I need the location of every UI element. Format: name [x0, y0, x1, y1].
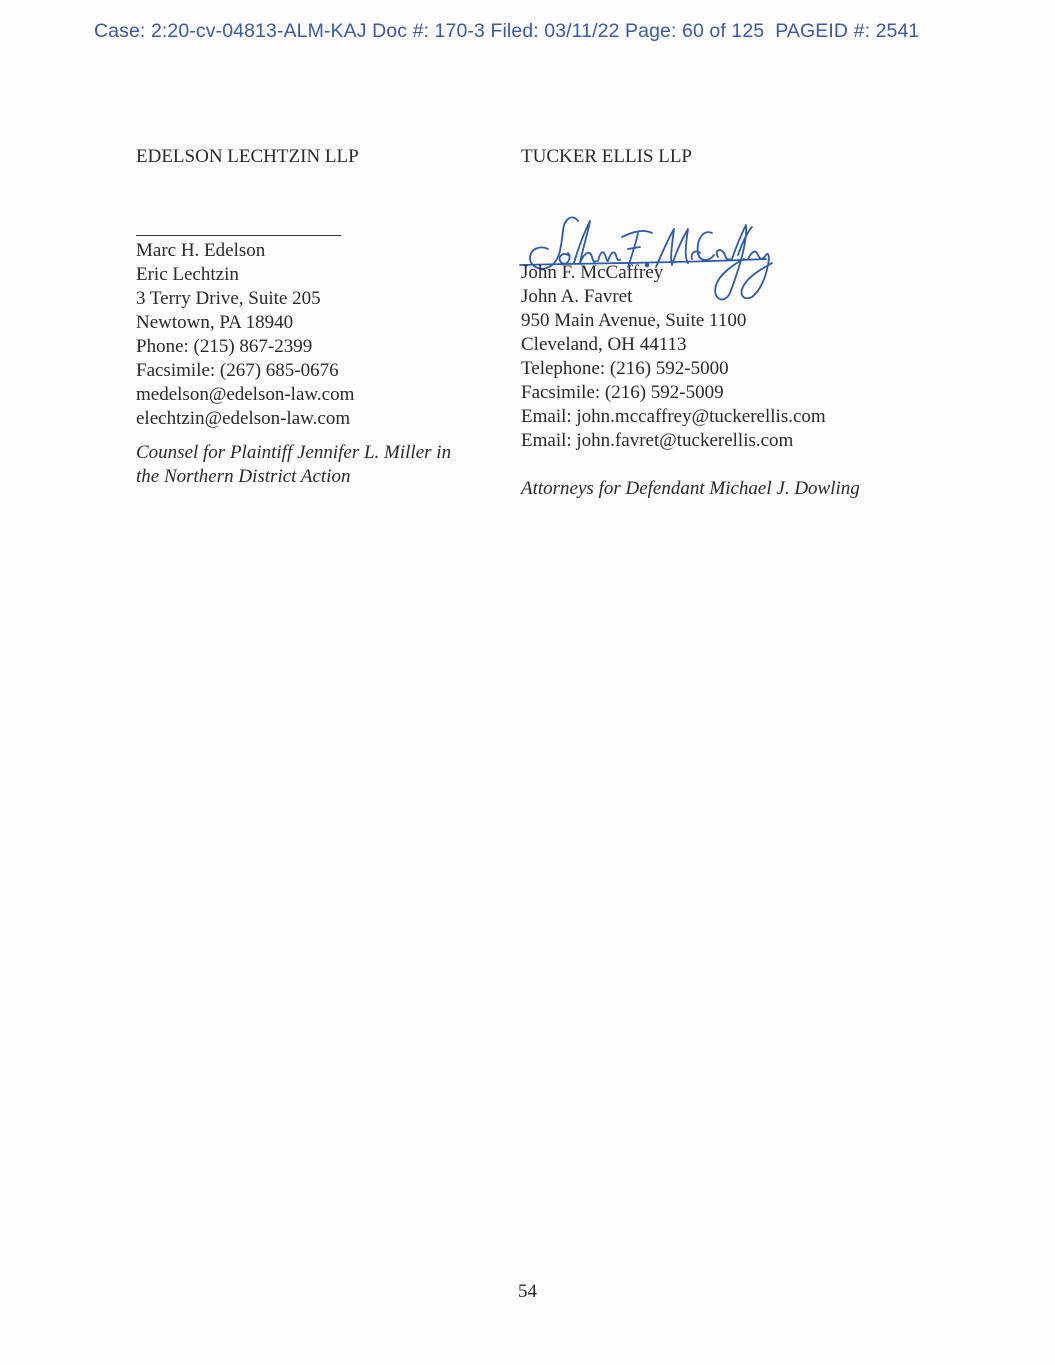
- plaintiff-counsel-block: [136, 146, 496, 487]
- left-counsel-designation: [136, 441, 496, 489]
- case-header-stamp: Case: 2:20-cv-04813-ALM-KAJ Doc #: 170-3 Filed: 03/11/22 Page: 60 of 125 PAGEID #: 2541: [94, 20, 920, 42]
- page-number: 54: [518, 1281, 537, 1302]
- left-email-1: medelson@edelson-law.com: [136, 384, 355, 405]
- left-counsel-line-1: Counsel for Plaintiff Jennifer L. Miller in: [136, 442, 452, 463]
- right-attorney-name-1: John F. McCaffrey: [521, 262, 664, 283]
- left-counsel-line-2: the Northern District Action: [136, 466, 351, 487]
- right-email-2: Email: john.favret@tuckerellis.com: [521, 430, 794, 451]
- left-phone: Phone: (215) 867-2399: [136, 336, 313, 357]
- signature-line: [136, 235, 341, 236]
- right-facsimile: Facsimile: (216) 592-5009: [521, 382, 724, 403]
- right-address-street: 950 Main Avenue, Suite 1100: [521, 310, 747, 331]
- right-email-1: Email: john.mccaffrey@tuckerellis.com: [521, 406, 826, 427]
- left-attorney-name-2: Eric Lechtzin: [136, 264, 239, 285]
- right-contact-block: [521, 261, 826, 453]
- left-email-2: elechtzin@edelson-law.com: [136, 408, 351, 429]
- right-counsel-designation: Attorneys for Defendant Michael J. Dowling: [521, 478, 860, 499]
- right-address-city: Cleveland, OH 44113: [521, 334, 687, 355]
- right-attorney-name-2: John A. Favret: [521, 286, 633, 307]
- left-firm-name: EDELSON LECHTZIN LLP: [136, 146, 359, 167]
- defendant-counsel-block: [521, 146, 941, 499]
- left-address-street: 3 Terry Drive, Suite 205: [136, 288, 321, 309]
- left-address-city: Newtown, PA 18940: [136, 312, 294, 333]
- right-firm-name: TUCKER ELLIS LLP: [521, 146, 692, 167]
- left-attorney-name-1: Marc H. Edelson: [136, 240, 266, 261]
- right-telephone: Telephone: (216) 592-5000: [521, 358, 729, 379]
- left-contact-block: [136, 239, 354, 431]
- left-facsimile: Facsimile: (267) 685-0676: [136, 360, 339, 381]
